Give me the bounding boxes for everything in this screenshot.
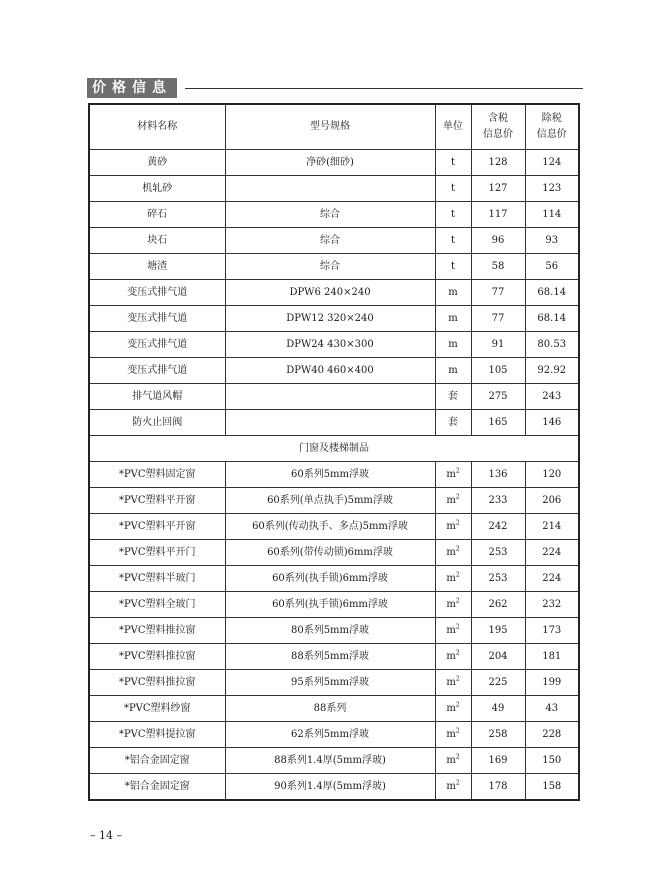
cell-unit [435, 462, 471, 488]
cell-tax-price: 136 [471, 462, 525, 488]
cell-tax-price: 58 [471, 254, 525, 280]
table-row [89, 670, 579, 696]
cell-spec: 60系列(带传动锁)6mm浮玻 [225, 540, 435, 566]
cell-tax-price: 195 [471, 618, 525, 644]
unit-text: m [448, 286, 458, 298]
unit-superscript: 2 [455, 545, 460, 553]
unit-superscript: 2 [455, 727, 460, 735]
cell-material-name: *PVC塑料固定窗 [89, 462, 225, 488]
cell-unit [435, 176, 471, 202]
column-header-unit: 单位 [435, 104, 471, 150]
unit-text: m [446, 754, 456, 766]
section-title: 价格信息 [87, 78, 177, 98]
cell-notax-price: 158 [525, 774, 579, 801]
cell-unit [435, 358, 471, 384]
cell-notax-price: 243 [525, 384, 579, 410]
cell-spec: 综合 [225, 202, 435, 228]
unit-superscript: 2 [455, 753, 460, 761]
cell-spec: 62系列5mm浮玻 [225, 722, 435, 748]
cell-notax-price: 92.92 [525, 358, 579, 384]
cell-notax-price: 206 [525, 488, 579, 514]
table-row [89, 618, 579, 644]
cell-tax-price: 77 [471, 306, 525, 332]
cell-material-name: 塘渣 [89, 254, 225, 280]
cell-spec: 综合 [225, 228, 435, 254]
unit-text: m [446, 624, 456, 636]
table-row [89, 202, 579, 228]
cell-unit [435, 644, 471, 670]
page-number: – 14 – [90, 829, 122, 842]
cell-notax-price: 123 [525, 176, 579, 202]
cell-notax-price: 199 [525, 670, 579, 696]
tax-header-line1: 含税 [488, 113, 508, 124]
cell-notax-price: 68.14 [525, 280, 579, 306]
cell-material-name: 块石 [89, 228, 225, 254]
cell-spec [225, 384, 435, 410]
cell-tax-price: 77 [471, 280, 525, 306]
section-divider-group [89, 436, 579, 462]
cell-unit [435, 566, 471, 592]
table-row [89, 384, 579, 410]
cell-notax-price: 181 [525, 644, 579, 670]
cell-unit [435, 228, 471, 254]
cell-notax-price: 93 [525, 228, 579, 254]
cell-spec: 88系列1.4厚(5mm浮玻) [225, 748, 435, 774]
cell-tax-price: 91 [471, 332, 525, 358]
cell-notax-price: 68.14 [525, 306, 579, 332]
materials-group [89, 150, 579, 436]
cell-material-name: 变压式排气道 [89, 280, 225, 306]
cell-notax-price: 224 [525, 566, 579, 592]
unit-text: m [446, 546, 456, 558]
unit-text: m [448, 312, 458, 324]
cell-spec: 88系列5mm浮玻 [225, 644, 435, 670]
table-row [89, 176, 579, 202]
cell-notax-price: 232 [525, 592, 579, 618]
unit-superscript: 2 [455, 597, 460, 605]
cell-spec: DPW40 460×400 [225, 358, 435, 384]
unit-superscript: 2 [455, 779, 460, 787]
unit-text: m [446, 572, 456, 584]
cell-spec: 60系列5mm浮玻 [225, 462, 435, 488]
cell-material-name: *铝合金固定窗 [89, 748, 225, 774]
unit-superscript: 2 [455, 467, 460, 475]
unit-text: t [450, 182, 456, 194]
cell-spec: DPW6 240×240 [225, 280, 435, 306]
column-header-notax-price [525, 104, 579, 150]
cell-spec: 95系列5mm浮玻 [225, 670, 435, 696]
cell-tax-price: 127 [471, 176, 525, 202]
unit-text: m [446, 702, 456, 714]
cell-notax-price: 214 [525, 514, 579, 540]
cell-unit [435, 748, 471, 774]
table-row [89, 644, 579, 670]
section-row [89, 436, 579, 462]
cell-tax-price: 225 [471, 670, 525, 696]
cell-tax-price: 275 [471, 384, 525, 410]
cell-material-name: *铝合金固定窗 [89, 774, 225, 801]
column-header-spec: 型号规格 [225, 104, 435, 150]
unit-text: m [446, 728, 456, 740]
table-row [89, 592, 579, 618]
cell-unit [435, 514, 471, 540]
cell-material-name: *PVC塑料全玻门 [89, 592, 225, 618]
cell-unit [435, 670, 471, 696]
cell-notax-price: 120 [525, 462, 579, 488]
cell-spec: 60系列(执手锁)6mm浮玻 [225, 592, 435, 618]
cell-notax-price: 224 [525, 540, 579, 566]
unit-text: t [450, 234, 456, 246]
table-row [89, 514, 579, 540]
unit-text: m [446, 780, 456, 792]
table-row [89, 722, 579, 748]
cell-tax-price: 233 [471, 488, 525, 514]
cell-spec: 60系列(单点执手)5mm浮玻 [225, 488, 435, 514]
cell-unit [435, 202, 471, 228]
cell-unit [435, 306, 471, 332]
section-header [87, 78, 583, 98]
table-row [89, 332, 579, 358]
cell-unit [435, 332, 471, 358]
cell-material-name: 防火止回阀 [89, 410, 225, 436]
table-row [89, 462, 579, 488]
cell-unit [435, 488, 471, 514]
cell-tax-price: 49 [471, 696, 525, 722]
unit-superscript: 2 [455, 649, 460, 657]
cell-notax-price: 124 [525, 150, 579, 176]
unit-text: m [446, 676, 456, 688]
column-header-name: 材料名称 [89, 104, 225, 150]
cell-notax-price: 43 [525, 696, 579, 722]
cell-unit [435, 540, 471, 566]
unit-superscript: 2 [455, 623, 460, 631]
unit-superscript: 2 [455, 493, 460, 501]
cell-tax-price: 258 [471, 722, 525, 748]
cell-spec: DPW24 430×300 [225, 332, 435, 358]
cell-spec [225, 176, 435, 202]
unit-text: 套 [448, 416, 458, 428]
header-divider [185, 88, 583, 89]
table-row [89, 566, 579, 592]
cell-unit [435, 410, 471, 436]
doors-windows-group [89, 462, 579, 801]
table-row [89, 150, 579, 176]
unit-superscript: 2 [455, 675, 460, 683]
cell-material-name: *PVC塑料纱窗 [89, 696, 225, 722]
cell-unit [435, 722, 471, 748]
cell-material-name: *PVC塑料半玻门 [89, 566, 225, 592]
table-header [89, 104, 579, 150]
cell-material-name: *PVC塑料推拉窗 [89, 618, 225, 644]
table-row [89, 280, 579, 306]
cell-spec: DPW12 320×240 [225, 306, 435, 332]
cell-material-name: *PVC塑料推拉窗 [89, 670, 225, 696]
cell-notax-price: 173 [525, 618, 579, 644]
cell-material-name: 变压式排气道 [89, 332, 225, 358]
cell-material-name: 变压式排气道 [89, 306, 225, 332]
table-row [89, 410, 579, 436]
cell-tax-price: 128 [471, 150, 525, 176]
unit-text: m [446, 494, 456, 506]
cell-tax-price: 96 [471, 228, 525, 254]
cell-unit [435, 618, 471, 644]
cell-tax-price: 253 [471, 540, 525, 566]
table-row [89, 774, 579, 801]
cell-spec: 60系列(传动执手、多点)5mm浮玻 [225, 514, 435, 540]
cell-unit [435, 280, 471, 306]
cell-unit [435, 774, 471, 801]
unit-text: t [450, 208, 456, 220]
cell-unit [435, 384, 471, 410]
unit-text: 套 [448, 390, 458, 402]
cell-material-name: *PVC塑料平开窗 [89, 514, 225, 540]
table-row [89, 696, 579, 722]
cell-spec: 净砂(细砂) [225, 150, 435, 176]
cell-notax-price: 114 [525, 202, 579, 228]
table-row [89, 488, 579, 514]
cell-spec: 综合 [225, 254, 435, 280]
cell-notax-price: 80.53 [525, 332, 579, 358]
table-row [89, 358, 579, 384]
cell-spec: 88系列 [225, 696, 435, 722]
table-row [89, 228, 579, 254]
cell-notax-price: 150 [525, 748, 579, 774]
price-table [88, 103, 580, 801]
cell-material-name: 机轧砂 [89, 176, 225, 202]
cell-material-name: *PVC塑料提拉窗 [89, 722, 225, 748]
cell-tax-price: 242 [471, 514, 525, 540]
column-header-tax-price [471, 104, 525, 150]
cell-spec: 90系列1.4厚(5mm浮玻) [225, 774, 435, 801]
cell-tax-price: 253 [471, 566, 525, 592]
unit-text: m [448, 338, 458, 350]
cell-unit [435, 254, 471, 280]
unit-text: m [446, 468, 456, 480]
cell-material-name: 排气道风帽 [89, 384, 225, 410]
notax-header-line1: 除税 [541, 113, 562, 124]
cell-material-name: *PVC塑料推拉窗 [89, 644, 225, 670]
cell-notax-price: 146 [525, 410, 579, 436]
cell-unit [435, 592, 471, 618]
cell-material-name: *PVC塑料平开窗 [89, 488, 225, 514]
cell-tax-price: 117 [471, 202, 525, 228]
cell-tax-price: 204 [471, 644, 525, 670]
cell-spec: 60系列(执手锁)6mm浮玻 [225, 566, 435, 592]
cell-tax-price: 169 [471, 748, 525, 774]
unit-text: m [448, 364, 458, 376]
cell-tax-price: 165 [471, 410, 525, 436]
unit-text: m [446, 650, 456, 662]
cell-tax-price: 262 [471, 592, 525, 618]
unit-superscript: 2 [455, 701, 460, 709]
cell-material-name: 碎石 [89, 202, 225, 228]
unit-text: m [446, 598, 456, 610]
table-row [89, 306, 579, 332]
cell-unit [435, 696, 471, 722]
cell-material-name: 变压式排气道 [89, 358, 225, 384]
cell-material-name: *PVC塑料平开门 [89, 540, 225, 566]
cell-notax-price: 56 [525, 254, 579, 280]
tax-header-line2: 信息价 [483, 129, 513, 140]
cell-spec [225, 410, 435, 436]
unit-superscript: 2 [455, 571, 460, 579]
unit-text: m [446, 520, 456, 532]
cell-tax-price: 105 [471, 358, 525, 384]
unit-superscript: 2 [455, 519, 460, 527]
unit-text: t [450, 260, 456, 272]
cell-spec: 80系列5mm浮玻 [225, 618, 435, 644]
table-row [89, 254, 579, 280]
cell-notax-price: 228 [525, 722, 579, 748]
cell-tax-price: 178 [471, 774, 525, 801]
table-row [89, 748, 579, 774]
cell-unit [435, 150, 471, 176]
section-title-cell: 门窗及楼梯制品 [89, 436, 579, 462]
table-row [89, 540, 579, 566]
notax-header-line2: 信息价 [536, 129, 567, 140]
cell-material-name: 黄砂 [89, 150, 225, 176]
unit-text: t [450, 156, 456, 168]
